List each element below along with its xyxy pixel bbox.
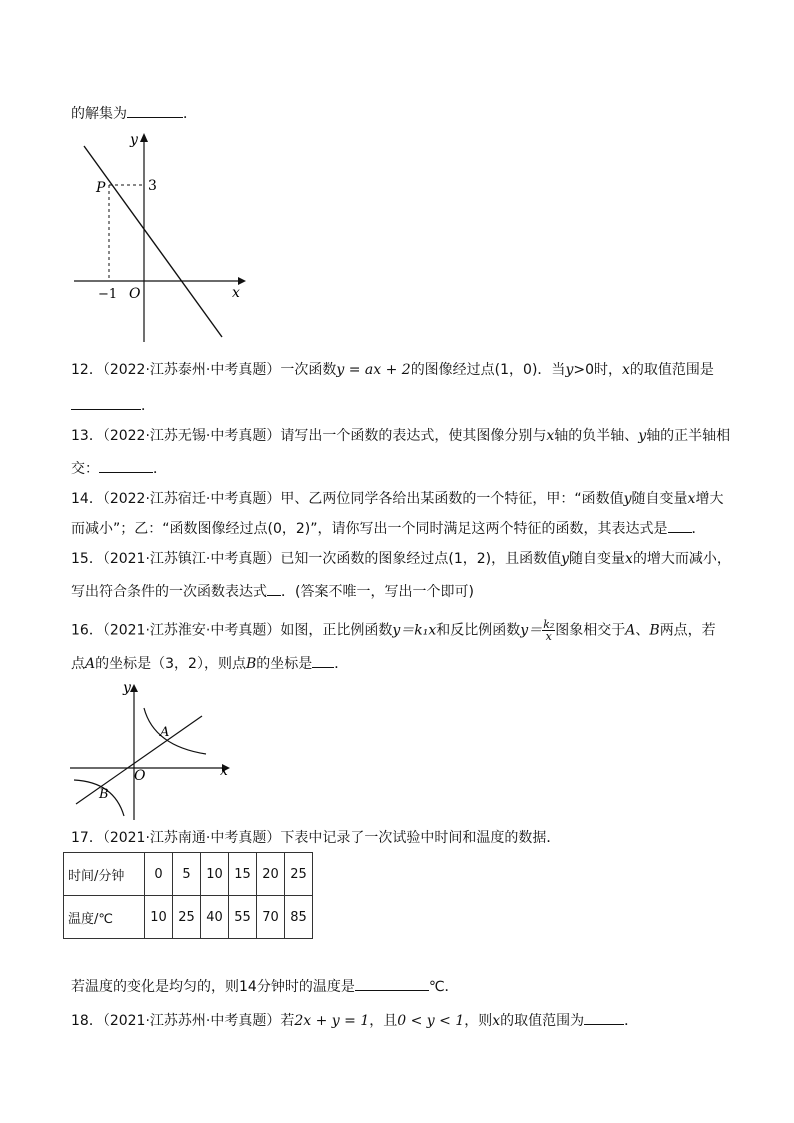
question-15: 15．（2021·江苏镇江·中考真题）已知一次函数的图象经过点(1，2)，且函数值y随自变量x的增大而减小， — [71, 551, 731, 567]
table-cell: 0 — [145, 853, 173, 896]
question-18: 18．（2021·江苏苏州·中考真题）若2x + y = 1，且0 < y < 1，则x的取值范围为 ． — [71, 1010, 638, 1030]
table-row — [64, 896, 313, 939]
table-row — [64, 853, 313, 896]
answer-blank[interactable] — [312, 653, 334, 668]
table-cell: 85 — [285, 896, 313, 939]
y-axis-label: y — [130, 132, 138, 148]
question-14-cont: 而减小”；乙：“函数图像经过点(0，2)”，请你写出一个同时满足这两个特征的函数，其表达式是 ． — [71, 518, 706, 538]
question-13-cont: 交： ． — [71, 458, 167, 478]
question-12-answer: ． — [71, 395, 155, 415]
tick-label-neg1: −1 — [98, 287, 118, 302]
question-14: 14．（2022·江苏宿迁·中考真题）甲、乙两位同学各给出某函数的一个特征，甲：“函数值y随自变量x增大 — [71, 491, 724, 507]
figure-intersection-graph — [68, 678, 238, 824]
row-header: 时间/分钟 — [64, 853, 145, 896]
tick-label-3: 3 — [148, 178, 157, 194]
point-p-label: P — [96, 180, 106, 196]
answer-blank[interactable] — [71, 395, 141, 410]
answer-blank[interactable] — [584, 1010, 624, 1025]
point-b-label: B — [99, 787, 109, 802]
table-cell: 70 — [257, 896, 285, 939]
fraction: $\frac{\text{k₂}}{x}$ — [543, 618, 555, 643]
table-cell: 40 — [201, 896, 229, 939]
data-table — [63, 852, 313, 939]
answer-line-11: 的解集为 ． — [71, 103, 197, 123]
question-13: 13．（2022·江苏无锡·中考真题）请写出一个函数的表达式，使其图像分别与x轴的负半轴、y轴的正半轴相 — [71, 428, 731, 444]
question-16: 16．（2021·江苏淮安·中考真题）如图，正比例函数y＝k₁x和反比例函数y＝ $\frac{\text{k₂}}{x}$ 图象相交于A、B两点，若 — [71, 618, 716, 643]
table-cell: 10 — [201, 853, 229, 896]
origin-label: O — [129, 286, 141, 302]
answer-blank[interactable] — [127, 103, 183, 118]
x-axis-arrow-icon — [238, 277, 246, 285]
table-cell: 25 — [285, 853, 313, 896]
table-cell: 20 — [257, 853, 285, 896]
origin-label: O — [134, 768, 146, 784]
question-17-cont: 若温度的变化是均匀的，则14分钟时的温度是 ℃． — [71, 976, 459, 996]
answer-blank[interactable] — [355, 976, 429, 991]
y-axis-label: y — [123, 680, 131, 696]
row-header: 温度/℃ — [64, 896, 145, 939]
question-12: 12．（2022·江苏泰州·中考真题）一次函数y = ax + 2的图像经过点(1，0)．当y>0时，x的取值范围是 — [71, 362, 714, 378]
table-cell: 55 — [229, 896, 257, 939]
hyperbola-branch-upper — [144, 708, 206, 754]
x-axis-label: x — [232, 285, 240, 301]
question-15-cont: 写出符合条件的一次函数表达式 ．(答案不唯一，写出一个即可) — [71, 581, 474, 601]
proportional-line — [76, 716, 202, 804]
table-cell: 15 — [229, 853, 257, 896]
table-cell: 5 — [173, 853, 201, 896]
table-cell: 10 — [145, 896, 173, 939]
table-cell: 25 — [173, 896, 201, 939]
function-line — [84, 146, 222, 337]
question-16-cont: 点A的坐标是（3，2），则点B的坐标是 ． — [71, 653, 348, 673]
y-axis-arrow-icon — [130, 684, 138, 692]
question-17: 17．（2021·江苏南通·中考真题）下表中记录了一次试验中时间和温度的数据． — [71, 830, 561, 846]
answer-blank[interactable] — [99, 458, 153, 473]
answer-blank[interactable] — [668, 518, 692, 533]
y-axis-arrow-icon — [140, 133, 148, 142]
text: 的解集为 — [71, 106, 127, 122]
x-axis-label: x — [220, 763, 228, 779]
answer-blank[interactable] — [267, 581, 281, 596]
point-a-label: A — [160, 725, 170, 740]
figure-line-graph — [70, 128, 250, 350]
